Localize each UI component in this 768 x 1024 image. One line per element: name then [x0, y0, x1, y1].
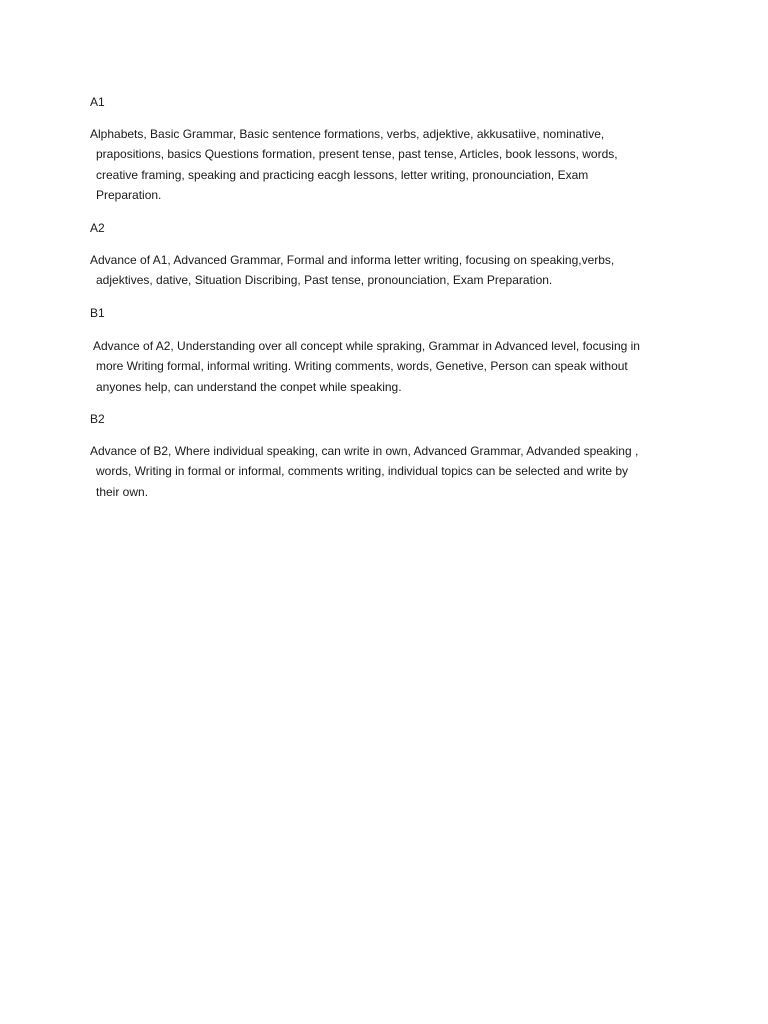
paragraph-line: Alphabets, Basic Grammar, Basic sentence formations, verbs, adjektive, akkusatiive, nominative, [90, 127, 605, 141]
section-paragraph-b2 [90, 441, 680, 502]
paragraph-line: words, Writing in formal or informal, comments writing, individual topics can be selected and write by [96, 464, 628, 479]
section-heading-a2: A2 [90, 221, 105, 235]
paragraph-line: creative framing, speaking and practicing eacgh lessons, letter writing, pronounciation, Exam [96, 167, 589, 182]
paragraph-line: Advance of B2, Where individual speaking, can write in own, Advanced Grammar, Advanded speaking , [90, 444, 639, 458]
section-paragraph-a1 [90, 124, 680, 205]
paragraph-line: Advance of A1, Advanced Grammar, Formal and informa letter writing, focusing on speaking,verbs, [90, 253, 615, 267]
paragraph-line: adjektives, dative, Situation Discribing, Past tense, pronounciation, Exam Preparation. [96, 273, 553, 288]
section-heading-a1: A1 [90, 95, 105, 109]
section-paragraph-b1 [90, 336, 680, 397]
paragraph-line: Preparation. [96, 187, 162, 202]
paragraph-line: anyones help, can understand the conpet while speaking. [96, 379, 402, 394]
section-heading-b2: B2 [90, 412, 105, 426]
paragraph-line: more Writing formal, informal writing. Writing comments, words, Genetive, Person can speak without [96, 359, 628, 374]
section-paragraph-a2 [90, 250, 680, 291]
section-heading-b1: B1 [90, 306, 105, 320]
paragraph-line: their own. [96, 484, 149, 499]
paragraph-line: prapositions, basics Questions formation, present tense, past tense, Articles, book lessons, words, [96, 147, 618, 162]
paragraph-line: Advance of A2, Understanding over all concept while spraking, Grammar in Advanced level, focusing in [93, 339, 640, 353]
